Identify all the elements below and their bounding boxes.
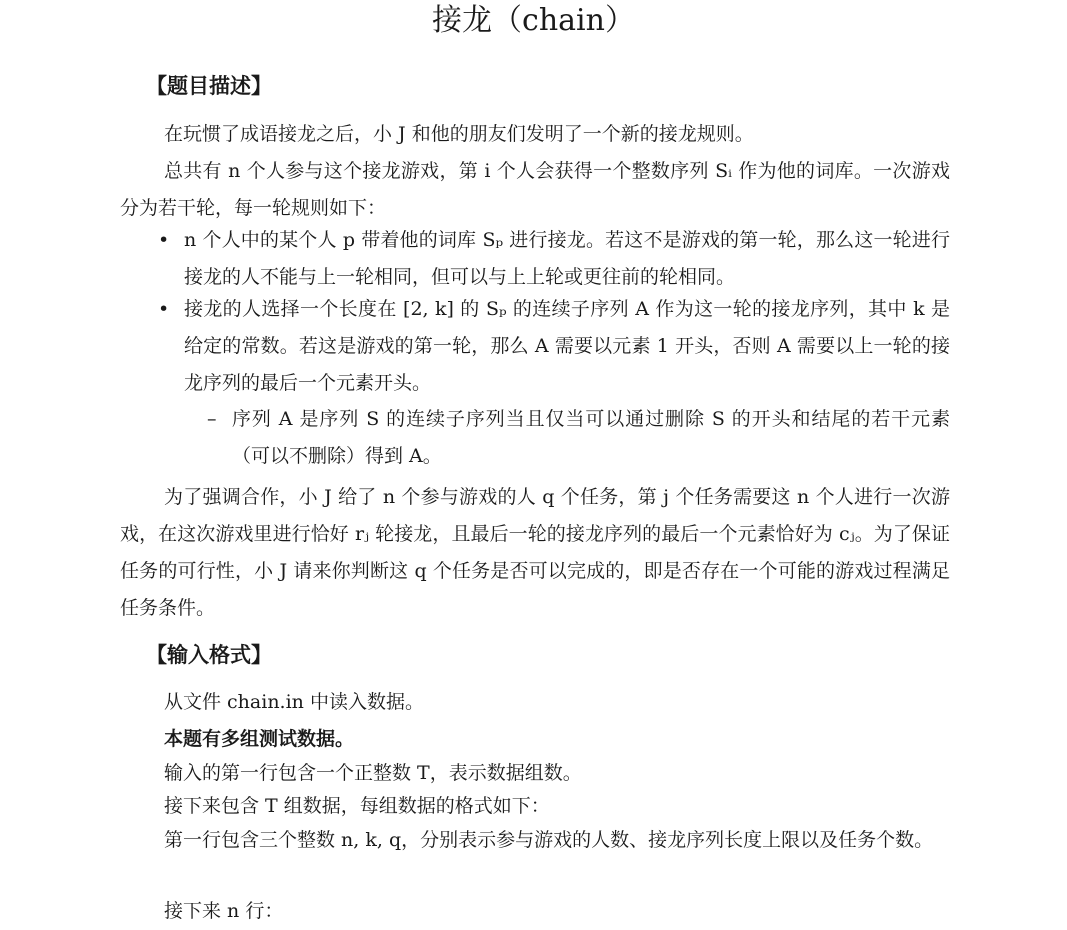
input-line-1: 从文件 chain.in 中读入数据。	[164, 691, 424, 713]
input-line-3: 输入的第一行包含一个正整数 T，表示数据组数。	[164, 762, 582, 784]
description-paragraph-2: 总共有 n 个人参与这个接龙游戏，第 i 个人会获得一个整数序列 Sᵢ 作为他的词库。一次游戏分为若干轮，每一轮规则如下：	[120, 160, 950, 219]
description-paragraph-1: 在玩惯了成语接龙之后，小 J 和他的朋友们发明了一个新的接龙规则。	[164, 123, 754, 145]
bullet-icon: •	[158, 229, 170, 251]
input-line-5: 第一行包含三个整数 n, k, q，分别表示参与游戏的人数、接龙序列长度上限以及任务个数。	[164, 829, 934, 851]
rule-bullet-1: n 个人中的某个人 p 带着他的词库 Sₚ 进行接龙。若这不是游戏的第一轮，那么这一轮进行接龙的人不能与上一轮相同，但可以与上上轮或更往前的轮相同。	[184, 229, 950, 288]
input-line-4: 接下来包含 T 组数据，每组数据的格式如下：	[164, 795, 550, 817]
dash-icon: –	[207, 408, 217, 430]
bullet-icon: •	[158, 298, 170, 320]
section-heading-input: 【输入格式】	[146, 643, 272, 667]
section-heading-description: 【题目描述】	[146, 74, 272, 98]
rule-sub-item-1: 序列 A 是序列 S 的连续子序列当且仅当可以通过删除 S 的开头和结尾的若干元素（可以不删除）得到 A。	[232, 408, 950, 467]
input-line-6: 接下来 n 行：	[164, 900, 284, 922]
rule-bullet-2: 接龙的人选择一个长度在 [2, k] 的 Sₚ 的连续子序列 A 作为这一轮的接龙序列，其中 k 是给定的常数。若这是游戏的第一轮，那么 A 需要以元素 1 开头，否则 A 需要以上一轮的接龙序列的最后一个元素开头。	[184, 298, 950, 394]
input-line-2: 本题有多组测试数据。	[164, 728, 355, 750]
page-title: 接龙（chain）	[432, 3, 635, 38]
description-paragraph-3: 为了强调合作，小 J 给了 n 个参与游戏的人 q 个任务，第 j 个任务需要这 n 个人进行一次游戏，在这次游戏里进行恰好 rⱼ 轮接龙，且最后一轮的接龙序列的最后一个元素恰好为 cⱼ。为了保证任务的可行性，小 J 请来你判断这 q 个任务是否可以完成的，即是否存在一个可能的游戏过程满足任务条件。	[120, 486, 950, 619]
